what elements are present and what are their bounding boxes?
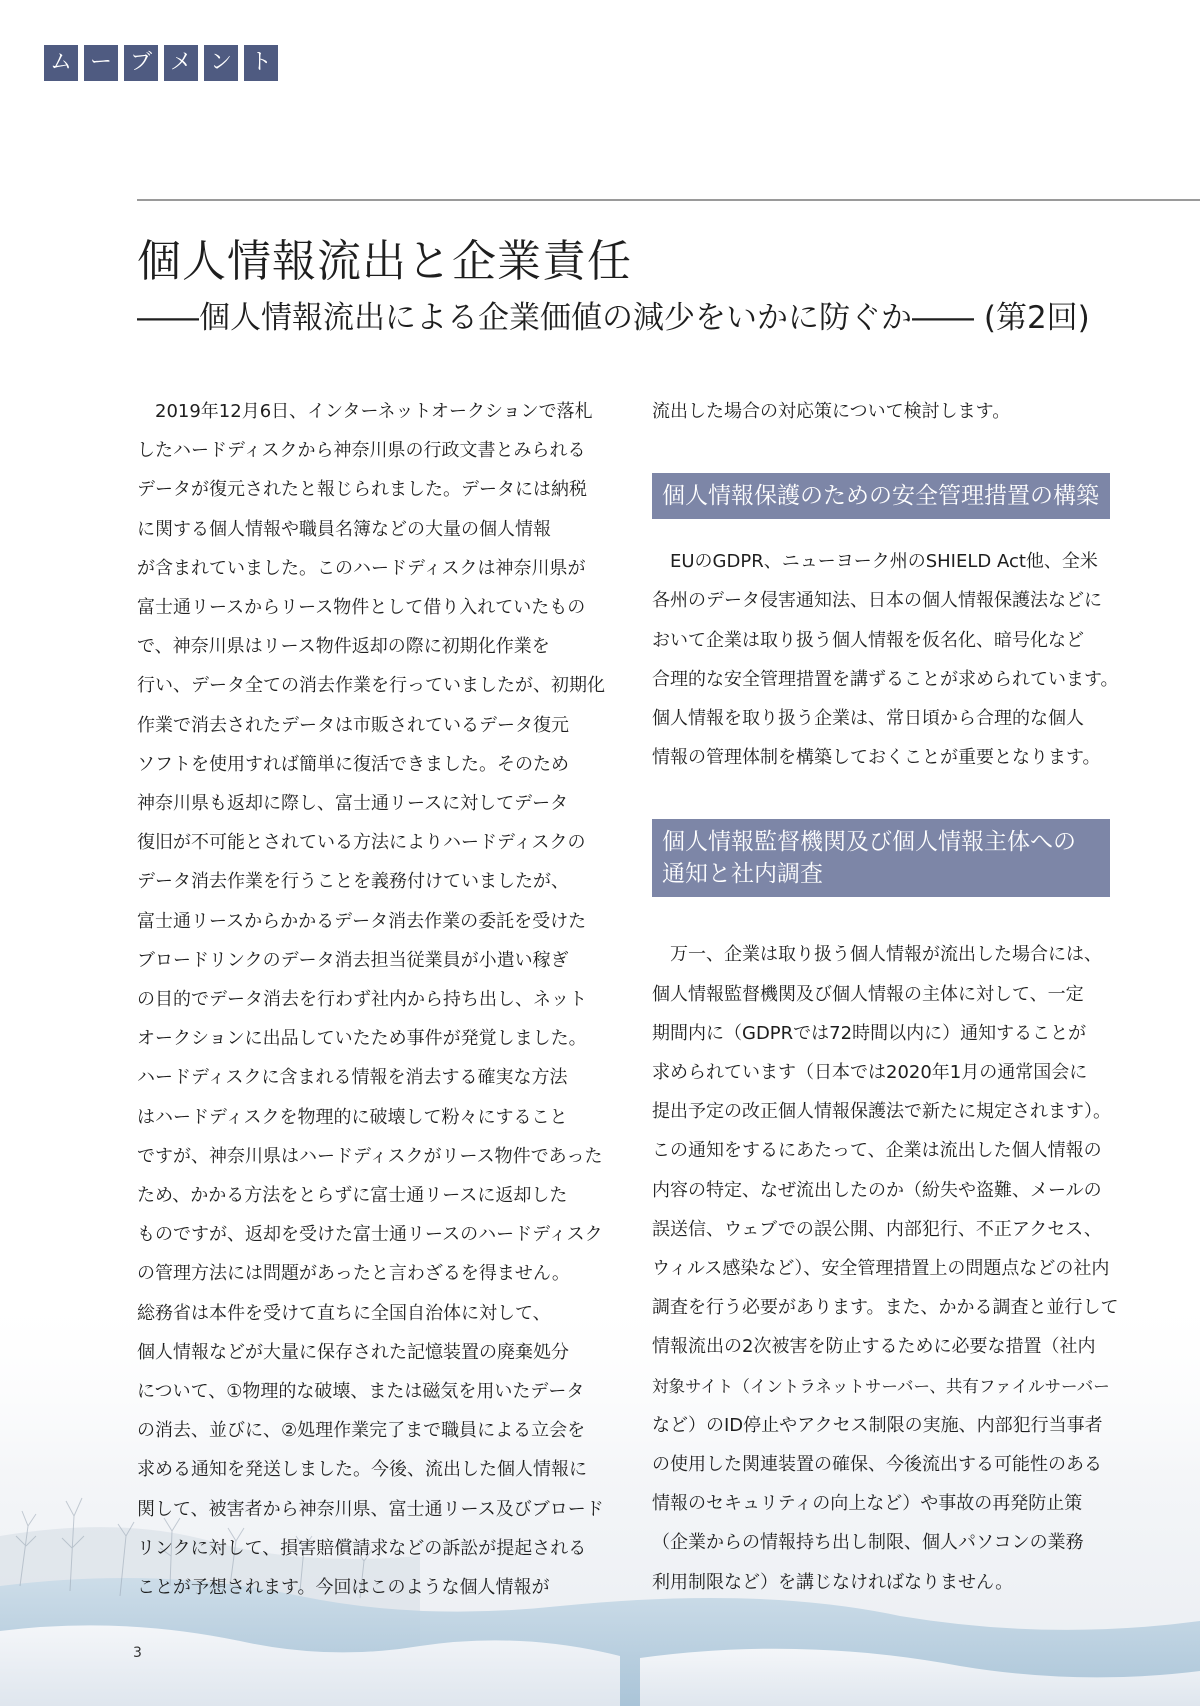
body-line: 2019年12月6日、インターネットオークションで落札 [137, 401, 593, 422]
body-line: 情報流出の2次被害を防止するために必要な措置（社内 [652, 1336, 1096, 1358]
body-line: 個人情報などが大量に保存された記憶装置の廃棄処分 [137, 1341, 569, 1363]
body-line: ですが、神奈川県はハードディスクがリース物件であった [137, 1145, 603, 1167]
body-line: 情報の管理体制を構築しておくことが重要となります。 [652, 747, 1101, 769]
body-line: の消去、並びに、②処理作業完了まで職員による立会を [137, 1420, 586, 1442]
section-tag-char: ー [84, 45, 118, 81]
body-line: 流出した場合の対応策について検討します。 [652, 401, 1011, 422]
body-line: おいて企業は取り扱う個人情報を仮名化、暗号化など [652, 629, 1084, 651]
body-line: データが復元されたと報じられました。データには納税 [137, 479, 587, 501]
body-line: データ消去作業を行うことを義務付けていましたが、 [137, 871, 569, 893]
body-line: 内容の特定、なぜ流出したのか（紛失や盗難、メールの [652, 1179, 1102, 1201]
body-line: ため、かかる方法をとらずに富士通リースに返却した [137, 1185, 568, 1207]
body-line: 神奈川県も返却に際し、富士通リースに対してデータ [137, 793, 569, 815]
section-heading-text: 個人情報保護のための安全管理措置の構築 [662, 483, 1099, 510]
body-line: 合理的な安全管理措置を講ずることが求められています。 [652, 668, 1119, 690]
page-number: 3 [133, 1645, 142, 1661]
body-line: について、①物理的な破壊、または磁気を用いたデータ [137, 1381, 585, 1403]
body-line: が含まれていました。このハードディスクは神奈川県が [137, 557, 586, 579]
body-line: 利用制限など）を講じなければなりません。 [652, 1571, 1014, 1593]
body-line: 求められています（日本では2020年1月の通常国会に [652, 1062, 1088, 1084]
body-line: ことが予想されます。今回はこのような個人情報が [137, 1577, 550, 1599]
section-heading-text: 個人情報監督機関及び個人情報主体への [662, 829, 1076, 856]
body-line: オークションに出品していたため事件が発覚しました。 [137, 1028, 587, 1050]
body-line: 対象サイト（イントラネットサーバー、共有ファイルサーバー [652, 1376, 1110, 1396]
paragraph-notification [652, 935, 1122, 1601]
body-line: など）のID停止やアクセス制限の実施、内部犯行当事者 [652, 1414, 1103, 1436]
body-line: 情報のセキュリティの向上など）や事故の再発防止策 [652, 1493, 1083, 1515]
body-line: 関して、被害者から神奈川県、富士通リース及びブロード [137, 1498, 604, 1520]
body-line: ソフトを使用すれば簡単に復活できました。そのため [137, 753, 569, 775]
divider-rule [137, 199, 1200, 201]
body-line: 求める通知を発送しました。今後、流出した個人情報に [137, 1459, 587, 1481]
body-line: ハードディスクに含まれる情報を消去する確実な方法 [137, 1067, 568, 1089]
section-tag-char: メ [164, 45, 198, 81]
paragraph-safety-measures [652, 542, 1122, 777]
body-line: はハードディスクを物理的に破壊して粉々にすること [137, 1106, 568, 1128]
body-line: に関する個人情報や職員名簿などの大量の個人情報 [137, 518, 551, 540]
article-subtitle: ――個人情報流出による企業価値の減少をいかに防ぐか―― (第2回) [137, 300, 1090, 336]
body-line: 個人情報を取り扱う企業は、常日頃から合理的な個人 [652, 708, 1084, 730]
section-tag-char: ブ [124, 45, 158, 81]
body-line: 誤送信、ウェブでの誤公開、内部犯行、不正アクセス、 [652, 1218, 1102, 1240]
section-heading-text: 通知と社内調査 [662, 861, 823, 888]
body-line: 調査を行う必要があります。また、かかる調査と並行して [652, 1297, 1119, 1319]
body-line: 作業で消去されたデータは市販されているデータ復元 [137, 714, 569, 736]
body-line: の使用した関連装置の確保、今後流出する可能性のある [652, 1454, 1102, 1476]
section-heading-safety-measures [652, 473, 1110, 519]
body-line: （企業からの情報持ち出し制限、個人パソコンの業務 [652, 1532, 1084, 1554]
section-tag-movement [44, 45, 278, 81]
body-line: ブロードリンクのデータ消去担当従業員が小遣い稼ぎ [137, 949, 569, 971]
body-line: で、神奈川県はリース物件返却の際に初期化作業を [137, 636, 550, 658]
body-line: 各州のデータ侵害通知法、日本の個人情報保護法などに [652, 590, 1102, 612]
body-line: 万一、企業は取り扱う個人情報が流出した場合には、 [652, 944, 1102, 966]
body-line: EUのGDPR、ニューヨーク州のSHIELD Act他、全米 [652, 551, 1098, 573]
body-line: の目的でデータ消去を行わず社内から持ち出し、ネット [137, 989, 587, 1011]
section-heading-notification [652, 819, 1110, 897]
body-line: 期間内に（GDPRでは72時間以内に）通知することが [652, 1022, 1087, 1044]
body-line: 富士通リースからリース物件として借り入れていたもの [137, 597, 586, 619]
body-line: 個人情報監督機関及び個人情報の主体に対して、一定 [652, 983, 1084, 1005]
right-column [652, 392, 1122, 1602]
body-line: ウィルス感染など）、安全管理措置上の問題点などの社内 [652, 1258, 1110, 1280]
body-line: リンクに対して、損害賠償請求などの訴訟が提起される [137, 1537, 587, 1559]
body-line: 総務省は本件を受けて直ちに全国自治体に対して、 [137, 1302, 551, 1324]
body-line: 行い、データ全ての消去作業を行っていましたが、初期化 [137, 675, 605, 697]
body-line: の管理方法には問題があったと言わざるを得ません。 [137, 1263, 570, 1285]
body-line: 復旧が不可能とされている方法によりハードディスクの [137, 832, 586, 854]
body-line: したハードディスクから神奈川県の行政文書とみられる [137, 440, 586, 462]
body-line: 提出予定の改正個人情報保護法で新たに規定されます）。 [652, 1101, 1111, 1123]
body-line: 富士通リースからかかるデータ消去作業の委託を受けた [137, 910, 587, 932]
article-title: 個人情報流出と企業責任 [137, 236, 632, 287]
body-line: この通知をするにあたって、企業は流出した個人情報の [652, 1140, 1102, 1162]
left-column [137, 392, 607, 1607]
section-tag-char: ン [204, 45, 238, 81]
body-line: ものですが、返却を受けた富士通リースのハードディスク [137, 1224, 603, 1246]
section-tag-char: ム [44, 45, 78, 81]
article-header [137, 232, 1177, 340]
section-tag-char: ト [244, 45, 278, 81]
